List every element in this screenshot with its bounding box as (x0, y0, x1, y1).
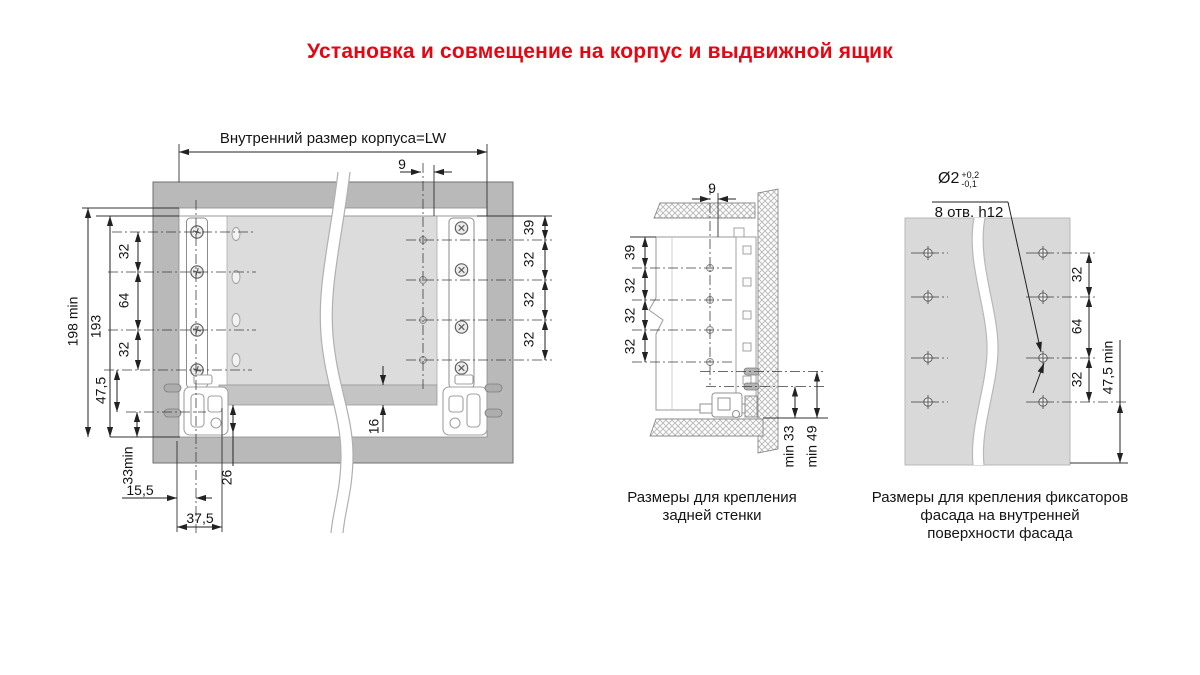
caption-back-wall-line2: задней стенки (662, 507, 762, 524)
page-title: Установка и совмещение на корпус и выдвижной ящик (307, 40, 893, 63)
dim-label-32: 32 (1068, 371, 1085, 388)
dim-label-32: 32 (115, 243, 132, 260)
holes-count-label: 8 отв. h12 (934, 204, 1004, 221)
dim-label-33min: 33min (119, 446, 136, 485)
dim-label-32: 32 (520, 291, 537, 308)
tolerance-stack (961, 171, 979, 189)
dim-label-32: 32 (520, 251, 537, 268)
dim-label-39: 39 (520, 219, 537, 236)
left-slide-rail (187, 218, 208, 388)
dim-label-32: 32 (520, 331, 537, 348)
dim-label-198min: 198 min (64, 296, 81, 347)
dim-label-32: 32 (621, 338, 638, 355)
dim-label-min49: min 49 (803, 425, 820, 468)
dim-label-193: 193 (87, 314, 104, 339)
dim-label-64: 64 (115, 292, 132, 309)
caption-facade-line1: Размеры для крепления фиксаторов (871, 489, 1129, 506)
dim-label-47-5-min: 47,5 min (1099, 340, 1116, 395)
diameter-value: Ø2 (938, 170, 960, 187)
dim-label-39: 39 (621, 244, 638, 261)
facade-panel-view (905, 202, 1128, 465)
dim-label-9: 9 (708, 180, 716, 196)
dim-label-47-5: 47,5 (92, 376, 109, 405)
dim-label-lw: Внутренний размер корпуса=LW (219, 130, 447, 147)
back-wall-section-view (630, 185, 828, 453)
caption-facade-line3: поверхности фасада (927, 525, 1073, 542)
drawer-bottom-strip (219, 385, 437, 405)
dim-label-9: 9 (398, 156, 406, 172)
dim-label-32: 32 (621, 307, 638, 324)
dim-label-16: 16 (365, 418, 382, 435)
dim-label-15-5: 15,5 (126, 482, 154, 498)
tolerance-upper: +0,2 (961, 170, 980, 180)
dim-label-32: 32 (621, 277, 638, 294)
caption-facade-line2: фасада на внутренней (920, 507, 1080, 524)
dim-label-26: 26 (218, 469, 235, 486)
cabinet-front-view (82, 144, 552, 533)
dim-label-min33: min 33 (780, 425, 797, 468)
dim-label-32: 32 (115, 341, 132, 358)
dim-label-37-5: 37,5 (186, 510, 214, 526)
dim-label-64: 64 (1068, 318, 1085, 335)
tolerance-lower: -0,1 (961, 179, 977, 189)
caption-back-wall-line1: Размеры для крепления (627, 489, 797, 506)
hole-diameter-callout (938, 170, 979, 189)
dim-label-32: 32 (1068, 266, 1085, 283)
